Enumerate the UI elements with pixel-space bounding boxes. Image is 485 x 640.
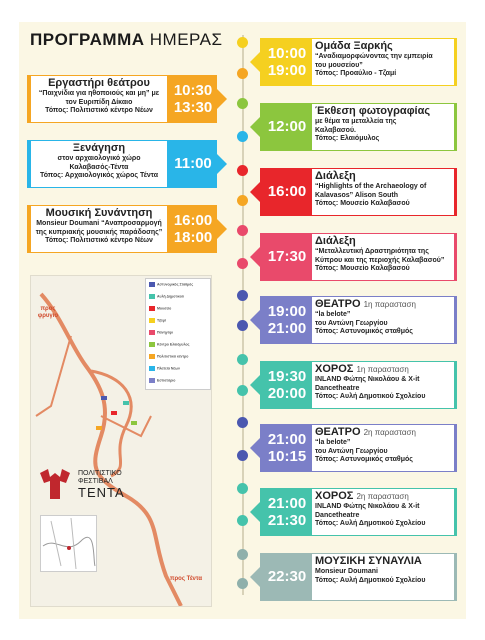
event-place: Τόπος: Αστυνομικός σταθμός bbox=[315, 456, 413, 463]
event-desc: στον αρχαιολογικό χώρο bbox=[57, 155, 141, 162]
legend-item: Κέντρο Ελαιόμυλος bbox=[149, 342, 207, 352]
timeline-dot bbox=[237, 385, 248, 396]
event-desc: “Μεταλλευτική Δραστηριότητα της bbox=[315, 248, 429, 255]
event-desc: INLAND Φώτης Νικολάου & X-it bbox=[315, 376, 420, 383]
event-title: Ξενάγηση bbox=[72, 142, 126, 154]
event-place: Τόπος: Πολιτιστικό κέντρο Νέων bbox=[45, 237, 153, 244]
timeline-dot bbox=[237, 515, 248, 526]
legend-item: Πανηγύρι bbox=[149, 330, 207, 340]
event-place: Τόπος: Προαύλιο - Τζαμί bbox=[315, 70, 397, 77]
event-title: Διάλεξη bbox=[315, 170, 356, 182]
card-arrow bbox=[250, 117, 260, 137]
festival-logo bbox=[36, 465, 156, 507]
event-desc: Dancetheatre bbox=[315, 511, 360, 519]
timeline-dot bbox=[237, 131, 248, 142]
event-card bbox=[27, 205, 217, 253]
event-place: Τόπος: Μουσείο Καλαβασού bbox=[315, 265, 410, 272]
event-time: 16:00 bbox=[267, 183, 307, 200]
timeline-dot bbox=[237, 578, 248, 589]
event-title: Έκθεση φωτογραφίας bbox=[315, 105, 431, 117]
card-arrow bbox=[250, 567, 260, 587]
timeline-dot bbox=[237, 450, 248, 461]
timeline-dot bbox=[237, 549, 248, 560]
card-arrow bbox=[250, 247, 260, 267]
event-desc: “Παιχνίδια για ηθοποιούς και μη” με bbox=[38, 90, 160, 97]
location-inset-map bbox=[40, 515, 97, 572]
event-card bbox=[27, 75, 217, 123]
event-time: 22:30 bbox=[267, 568, 307, 585]
card-arrow bbox=[250, 52, 260, 72]
event-time: 21:00 10:15 bbox=[267, 431, 307, 465]
page-title: ΠΡΟΓΡΑΜΜΑ ΗΜΕΡΑΣ bbox=[30, 30, 223, 49]
event-place: Τόπος: Αρχαιολογικός χώρος Τέντα bbox=[39, 172, 159, 179]
event-title: ΧΟΡΟΣ 2η παρασταση bbox=[315, 490, 409, 502]
event-place: Τόπος: Ελαιόμυλος bbox=[315, 135, 380, 142]
card-arrow bbox=[250, 310, 260, 330]
legend-item: Μουσείο bbox=[149, 306, 207, 316]
card-arrow bbox=[250, 438, 260, 458]
timeline-dot bbox=[237, 195, 248, 206]
map-label-tenta: προς Τέντα bbox=[169, 576, 203, 582]
logo-subtitle: ΠΟΛΙΤΙΣΤΙΚΟ ΦΕΣΤΙΒΑΛ bbox=[78, 470, 122, 485]
event-title: Διάλεξη bbox=[315, 235, 356, 247]
event-desc: Καλαβασός-Τέντα bbox=[69, 163, 129, 171]
map-label-west: προς φρυγιο bbox=[37, 306, 59, 319]
event-desc: “la belote” bbox=[315, 311, 351, 318]
event-time: 12:00 bbox=[267, 118, 307, 135]
legend-item: Τζαμί bbox=[149, 318, 207, 328]
event-desc: του Αντώνη Γεωργίου bbox=[315, 319, 388, 327]
event-desc: Monsieur Doumani bbox=[315, 568, 379, 575]
event-desc: Καλαβασού. bbox=[315, 126, 356, 134]
event-card bbox=[260, 233, 457, 281]
event-card bbox=[27, 140, 217, 188]
event-desc: του Αντώνη Γεωργίου bbox=[315, 447, 388, 455]
event-desc: “la belote” bbox=[315, 439, 351, 446]
event-card bbox=[260, 103, 457, 151]
event-card bbox=[260, 38, 457, 86]
card-arrow bbox=[217, 89, 227, 109]
timeline-dot bbox=[237, 225, 248, 236]
legend-item: Πλατεία Νέων bbox=[149, 366, 207, 376]
card-arrow bbox=[250, 182, 260, 202]
event-title: ΜΟΥΣΙΚΗ ΣΥΝΑΥΛΙΑ bbox=[315, 555, 422, 567]
logo-title: ΤΕΝΤΑ bbox=[78, 485, 125, 500]
card-arrow bbox=[250, 375, 260, 395]
event-desc: “Αναδιαμορφώνοντας την εμπειρία bbox=[315, 53, 433, 60]
event-place: Τόπος: Αυλή Δημοτικού Σχολείου bbox=[315, 576, 426, 584]
legend-item: Εστιατόριο bbox=[149, 378, 207, 388]
timeline-dot bbox=[237, 290, 248, 301]
timeline-dot bbox=[237, 417, 248, 428]
timeline-dot bbox=[237, 37, 248, 48]
timeline-dot bbox=[237, 354, 248, 365]
event-desc: του μουσείου” bbox=[315, 61, 363, 69]
event-desc: INLAND Φώτης Νικολάου & X-it bbox=[315, 503, 420, 510]
event-desc: Dancetheatre bbox=[315, 384, 360, 392]
event-time: 19:00 21:00 bbox=[267, 303, 307, 337]
event-time: 19:30 20:00 bbox=[267, 368, 307, 402]
event-card bbox=[260, 488, 457, 536]
card-arrow bbox=[217, 154, 227, 174]
event-title: ΘΕΑΤΡΟ 2η παρασταση bbox=[315, 426, 416, 438]
event-place: Τόπος: Αυλή Δημοτικού Σχολείου bbox=[315, 393, 426, 400]
event-card bbox=[260, 296, 457, 344]
event-title: Μουσική Συνάντηση bbox=[45, 207, 153, 219]
timeline-dot bbox=[237, 165, 248, 176]
card-arrow bbox=[250, 502, 260, 522]
timeline-dot bbox=[237, 483, 248, 494]
event-title: ΘΕΑΤΡΟ 1η παρασταση bbox=[315, 298, 416, 310]
event-desc: της κυπριακής μουσικής παράδοσης” bbox=[35, 228, 163, 236]
event-place: Τόπος: Αστυνομικός σταθμός bbox=[315, 328, 413, 335]
event-time: 17:30 bbox=[267, 248, 307, 265]
event-card bbox=[260, 361, 457, 409]
event-place: Τόπος: Μουσείο Καλαβασού bbox=[315, 200, 410, 207]
event-title: Ομάδα Ξαρκής bbox=[315, 40, 393, 52]
timeline-dot bbox=[237, 68, 248, 79]
event-desc: τον Ευριπίδη Δίκαιο bbox=[65, 98, 133, 106]
legend-item: Αστυνομικός Σταθμός bbox=[149, 282, 207, 292]
event-place: Τόπος: Αυλή Δημοτικού Σχολείου bbox=[315, 520, 426, 527]
timeline-spine bbox=[242, 35, 244, 595]
event-card bbox=[260, 424, 457, 472]
event-title: ΧΟΡΟΣ 1η παρασταση bbox=[315, 363, 409, 375]
event-desc: με θέμα τα μεταλλεία της bbox=[315, 118, 397, 125]
legend-item: Πολιτιστικό κέντρο bbox=[149, 354, 207, 364]
legend-item: Αυλή Δημοτικού bbox=[149, 294, 207, 304]
event-desc: Κύπρου και της περιοχής Καλαβασού” bbox=[315, 256, 445, 264]
event-time: 11:00 bbox=[174, 155, 212, 172]
timeline-dot bbox=[237, 320, 248, 331]
event-place: Τόπος: Πολιτιστικό κέντρο Νέων bbox=[45, 107, 153, 114]
event-time: 21:00 21:30 bbox=[267, 495, 307, 529]
event-time: 10:00 19:00 bbox=[267, 45, 307, 79]
event-time: 16:00 18:00 bbox=[173, 212, 213, 246]
event-title: Εργαστήρι θεάτρου bbox=[48, 77, 150, 89]
timeline-dot bbox=[237, 258, 248, 269]
timeline-dot bbox=[237, 98, 248, 109]
event-desc: “Highlights of the Archaeology of bbox=[315, 183, 427, 190]
event-desc: Kalavasos” Alison South bbox=[315, 191, 398, 199]
event-card bbox=[260, 168, 457, 216]
festival-emblem-icon bbox=[36, 465, 74, 503]
event-time: 10:30 13:30 bbox=[173, 82, 213, 116]
event-desc: Monsieur Doumani “Αναπροσαρμογή bbox=[36, 220, 162, 227]
card-arrow bbox=[217, 219, 227, 239]
event-card bbox=[260, 553, 457, 601]
map-legend bbox=[145, 278, 211, 390]
